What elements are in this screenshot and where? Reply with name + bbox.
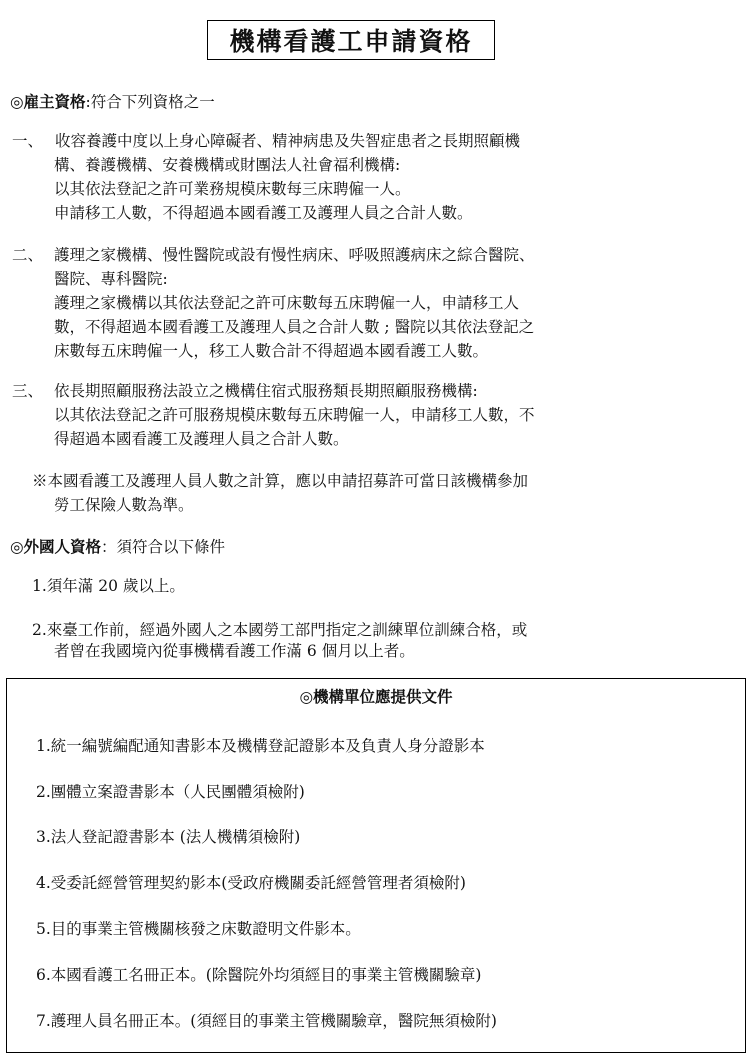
document-item-4: 4.受委託經營管理契約影本(受政府機關委託經營管理者須檢附) <box>36 874 466 892</box>
employer-note-line-1: ※本國看護工及護理人員人數之計算，應以申請招募許可當日該機構參加 <box>32 472 529 490</box>
document-item-7: 7.護理人員名冊正本。(須經目的事業主管機關驗章，醫院無須檢附) <box>36 1012 497 1030</box>
foreigner-heading <box>10 537 225 557</box>
documents-title: ◎機構單位應提供文件 <box>299 687 453 706</box>
foreigner-item-2-line-2: 者曾在我國境內從事機構看護工作滿 6 個月以上者。 <box>54 642 415 660</box>
document-item-6: 6.本國看護工名冊正本。(除醫院外均須經目的事業主管機關驗章) <box>36 966 482 984</box>
document-item-1: 1.統一編號編配通知書影本及機構登記證影本及負責人身分證影本 <box>36 737 485 755</box>
page-title: 機構看護工申請資格 <box>207 20 495 60</box>
foreigner-heading-mark: ◎ <box>10 538 24 556</box>
employer-note-line-2: 勞工保險人數為準。 <box>54 496 194 514</box>
document-item-2: 2.團體立案證書影本（人民團體須檢附) <box>36 783 305 801</box>
foreigner-item-2-line-1: 2.來臺工作前，經過外國人之本國勞工部門指定之訓練單位訓練合格，或 <box>32 621 528 639</box>
employer-item-2-line-2: 醫院、專科醫院: <box>54 270 168 288</box>
employer-item-3-line-3: 得超過本國看護工及護理人員之合計人數。 <box>54 430 349 448</box>
employer-item-2-marker: 二、 <box>12 246 44 264</box>
employer-item-3-line-1: 依長期照顧服務法設立之機構住宿式服務類長期照顧服務機構: <box>54 382 478 400</box>
employer-item-2-line-5: 床數每五床聘僱一人，移工人數合計不得超過本國看護工人數。 <box>54 342 489 360</box>
employer-item-3-line-2: 以其依法登記之許可服務規模床數每五床聘僱一人，申請移工人數，不 <box>54 406 535 424</box>
employer-heading-rest: :符合下列資格之一 <box>85 93 215 111</box>
foreigner-heading-label: 外國人資格 <box>23 537 102 556</box>
employer-item-1-line-3: 以其依法登記之許可業務規模床數每三床聘僱一人。 <box>54 180 411 198</box>
employer-item-3-marker: 三、 <box>12 382 44 400</box>
employer-heading-label: 雇主資格 <box>23 92 86 111</box>
foreigner-item-1: 1.須年滿 20 歲以上。 <box>32 577 185 595</box>
employer-item-2-line-3: 護理之家機構以其依法登記之許可床數每五床聘僱一人，申請移工人 <box>54 294 520 312</box>
employer-item-1-marker: 一、 <box>12 132 44 150</box>
employer-heading <box>10 92 215 112</box>
documents-box <box>6 678 746 1053</box>
employer-item-1-line-2: 構、養護機構、安養機構或財團法人社會福利機構: <box>54 156 401 174</box>
employer-heading-mark: ◎ <box>10 93 24 111</box>
employer-item-1-line-1: 收容養護中度以上身心障礙者、精神病患及失智症患者之長期照顧機 <box>55 132 521 150</box>
employer-item-2-line-1: 護理之家機構、慢性醫院或設有慢性病床、呼吸照護病床之綜合醫院、 <box>54 246 535 264</box>
employer-item-2-line-4: 數，不得超過本國看護工及護理人員之合計人數 ; 醫院以其依法登記之 <box>54 318 535 336</box>
document-item-5: 5.目的事業主管機關核發之床數證明文件影本。 <box>36 920 361 938</box>
foreigner-heading-rest: ：須符合以下條件 <box>101 538 226 556</box>
employer-item-1-line-4: 申請移工人數，不得超過本國看護工及護理人員之合計人數。 <box>54 204 473 222</box>
document-item-3: 3.法人登記證書影本 (法人機構須檢附) <box>36 828 301 846</box>
